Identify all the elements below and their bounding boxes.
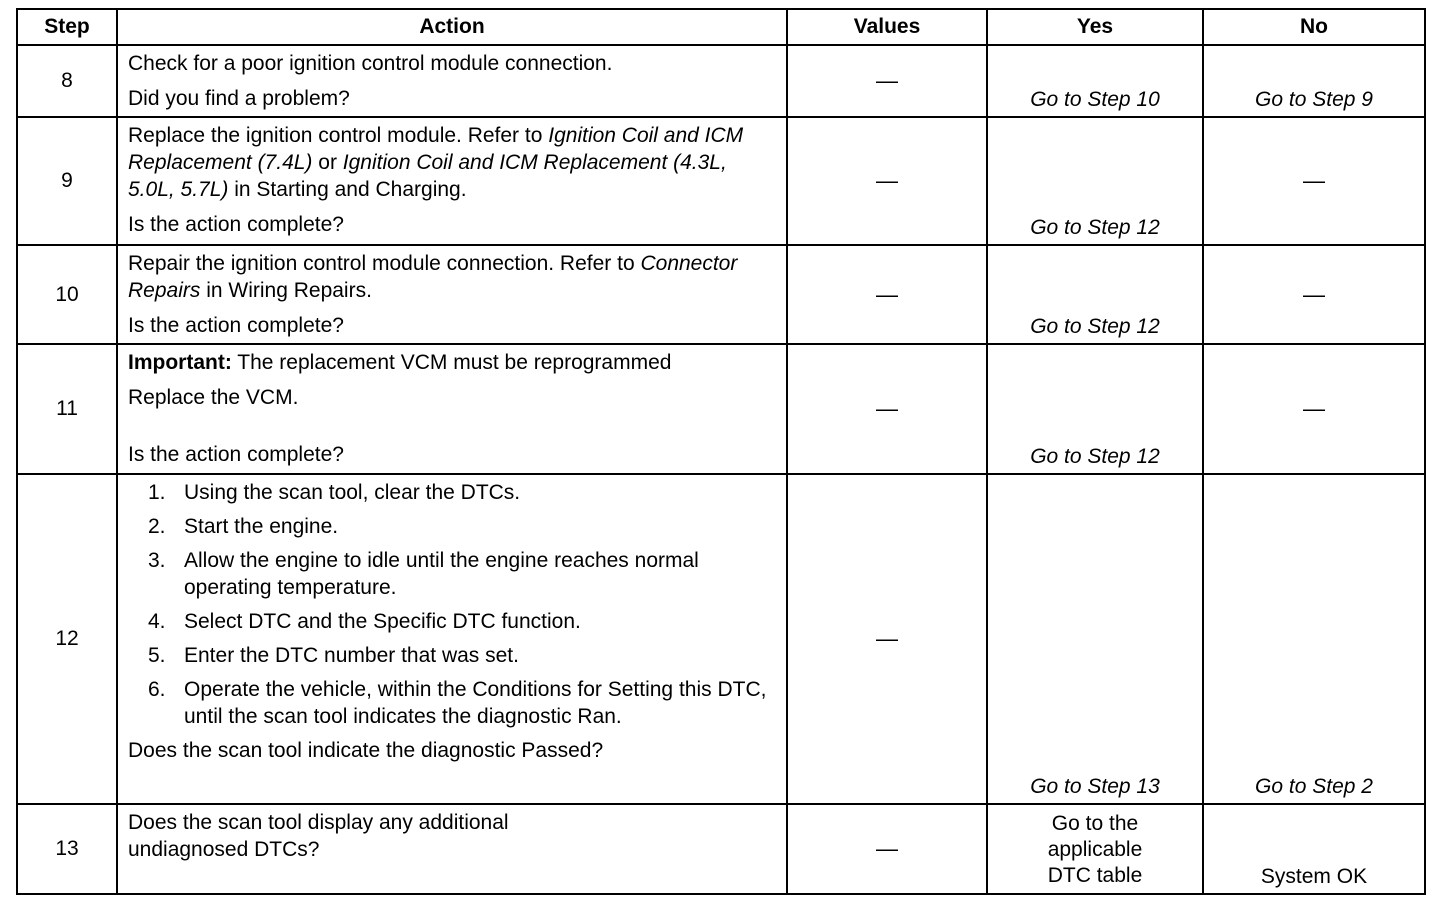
step-number: 8 bbox=[17, 45, 117, 117]
no-cell: — bbox=[1203, 245, 1425, 344]
yes-link-text: Go to Step 12 bbox=[1030, 445, 1160, 468]
list-item bbox=[148, 479, 776, 506]
list-text: Start the engine. bbox=[184, 515, 339, 538]
header-no: No bbox=[1203, 9, 1425, 45]
action-question: Is the action complete? bbox=[128, 213, 344, 236]
list-text: Operate the vehicle, within the Conditions for Setting this DTC, until the scan tool indicates the diagnostic Ran. bbox=[184, 678, 767, 728]
yes-text-line: DTC table bbox=[1047, 864, 1143, 887]
no-link-text: Go to Step 9 bbox=[1255, 88, 1373, 111]
action-text: Replace the VCM. bbox=[128, 386, 299, 409]
yes-link-text: Go to Step 12 bbox=[1030, 315, 1160, 338]
no-link-text: Go to Step 2 bbox=[1255, 775, 1373, 798]
yes-link-text: Go to Step 12 bbox=[1030, 216, 1160, 239]
list-item bbox=[148, 608, 776, 635]
header-row bbox=[17, 9, 1425, 45]
step-number: 10 bbox=[17, 245, 117, 344]
step-number: 12 bbox=[17, 474, 117, 804]
action-question: Does the scan tool display any additional undiagnosed DTCs? bbox=[128, 811, 509, 861]
values-cell: — bbox=[787, 804, 987, 894]
header-action: Action bbox=[117, 9, 787, 45]
no-cell: — bbox=[1203, 344, 1425, 474]
action-cell bbox=[117, 804, 787, 894]
table-row-step-9 bbox=[17, 117, 1425, 245]
important-label: Important: bbox=[128, 351, 232, 374]
list-number: 4. bbox=[148, 610, 166, 633]
action-text bbox=[128, 250, 776, 304]
table-row-step-13 bbox=[17, 804, 1425, 894]
header-step: Step bbox=[17, 9, 117, 45]
action-text-part: in Wiring Repairs. bbox=[200, 279, 372, 302]
yes-link-text: Go to Step 10 bbox=[1030, 88, 1160, 111]
action-text-part: Replace the ignition control module. Refer to bbox=[128, 124, 549, 147]
values-cell: — bbox=[787, 117, 987, 245]
step-number: 13 bbox=[17, 804, 117, 894]
action-question: Did you find a problem? bbox=[128, 87, 350, 110]
yes-cell bbox=[987, 45, 1203, 117]
list-item bbox=[148, 676, 776, 730]
values-cell: — bbox=[787, 45, 987, 117]
yes-cell bbox=[987, 245, 1203, 344]
action-reference: Connector Repairs bbox=[128, 252, 738, 302]
action-text: Check for a poor ignition control module connection. bbox=[128, 52, 613, 75]
important-note bbox=[128, 349, 776, 376]
table-row-step-12 bbox=[17, 474, 1425, 804]
action-text-part: in Starting and Charging. bbox=[228, 178, 467, 201]
action-question: Is the action complete? bbox=[128, 314, 344, 337]
yes-text-line: Go to the bbox=[1051, 812, 1139, 835]
no-cell: System OK bbox=[1203, 804, 1425, 894]
no-cell bbox=[1203, 45, 1425, 117]
yes-cell bbox=[987, 474, 1203, 804]
list-number: 1. bbox=[148, 481, 166, 504]
yes-cell bbox=[987, 804, 1203, 894]
values-cell: — bbox=[787, 245, 987, 344]
list-item bbox=[148, 642, 776, 669]
yes-cell bbox=[987, 117, 1203, 245]
yes-link-text: Go to Step 13 bbox=[1030, 775, 1160, 798]
action-cell bbox=[117, 344, 787, 474]
action-cell bbox=[117, 245, 787, 344]
values-cell: — bbox=[787, 344, 987, 474]
action-reference: Ignition Coil and ICM Replacement (7.4L) bbox=[128, 124, 744, 174]
diagnostic-table bbox=[16, 8, 1426, 895]
important-text: The replacement VCM must be reprogrammed bbox=[231, 351, 672, 374]
list-number: 3. bbox=[148, 549, 166, 572]
values-cell: — bbox=[787, 474, 987, 804]
action-text-part: Repair the ignition control module connection. Refer to bbox=[128, 252, 641, 275]
action-reference: Ignition Coil and ICM Replacement (4.3L, 5.0L, 5.7L) bbox=[128, 151, 727, 201]
yes-text-line: applicable bbox=[1047, 838, 1143, 861]
action-question: Is the action complete? bbox=[128, 443, 344, 466]
list-item bbox=[148, 547, 776, 601]
table-row-step-8 bbox=[17, 45, 1425, 117]
list-text: Enter the DTC number that was set. bbox=[184, 644, 519, 667]
list-text: Using the scan tool, clear the DTCs. bbox=[184, 481, 521, 504]
header-yes: Yes bbox=[987, 9, 1203, 45]
step-number: 9 bbox=[17, 117, 117, 245]
list-text: Select DTC and the Specific DTC function. bbox=[184, 610, 581, 633]
yes-cell bbox=[987, 344, 1203, 474]
header-values: Values bbox=[787, 9, 987, 45]
action-text-part: or bbox=[312, 151, 343, 174]
action-cell bbox=[117, 45, 787, 117]
action-cell bbox=[117, 117, 787, 245]
list-text: Allow the engine to idle until the engine reaches normal operating temperature. bbox=[184, 549, 699, 599]
action-question: Does the scan tool indicate the diagnostic Passed? bbox=[128, 739, 604, 762]
list-number: 6. bbox=[148, 678, 166, 701]
procedure-list bbox=[128, 479, 776, 730]
step-number: 11 bbox=[17, 344, 117, 474]
list-item bbox=[148, 513, 776, 540]
action-cell bbox=[117, 474, 787, 804]
list-number: 2. bbox=[148, 515, 166, 538]
no-cell: — bbox=[1203, 117, 1425, 245]
action-text bbox=[128, 122, 776, 203]
table-row-step-10 bbox=[17, 245, 1425, 344]
list-number: 5. bbox=[148, 644, 166, 667]
no-cell bbox=[1203, 474, 1425, 804]
table-row-step-11 bbox=[17, 344, 1425, 474]
